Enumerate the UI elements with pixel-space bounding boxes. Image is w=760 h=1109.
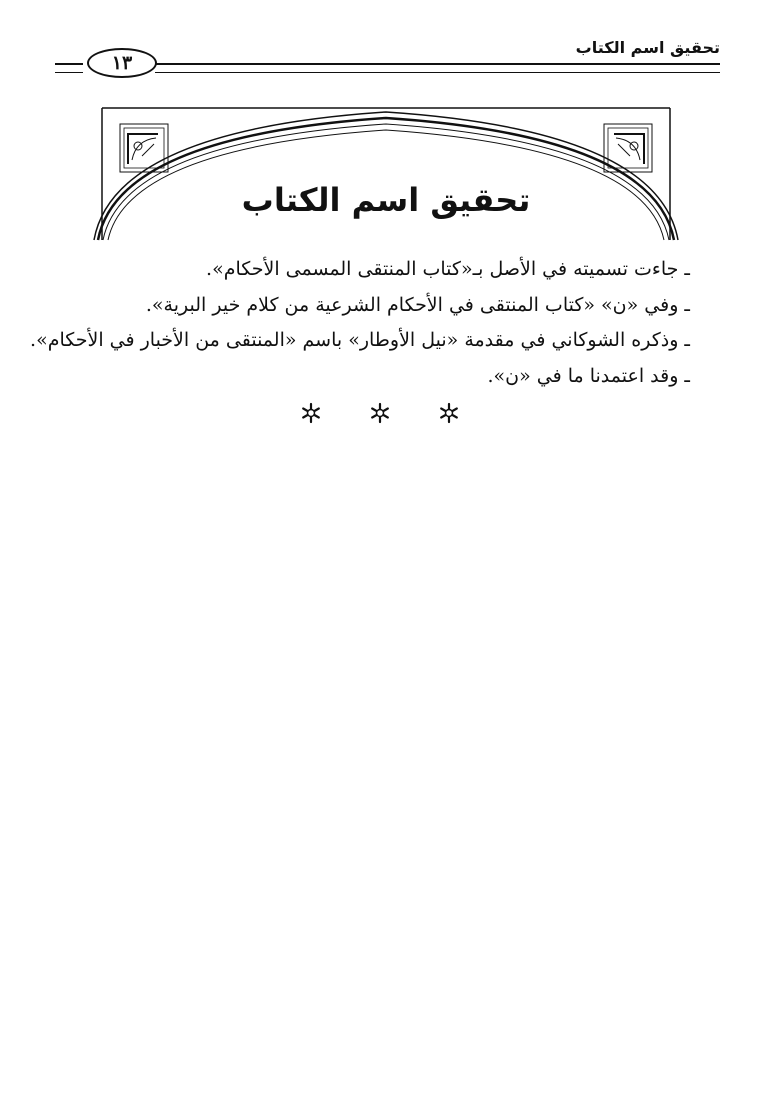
snowflake-asterisk-icon — [369, 402, 391, 424]
section-separator — [300, 402, 460, 432]
page-number: ١٣ — [87, 48, 157, 78]
text-line: ـ جاءت تسميته في الأصل بـ«كتاب المنتقى المسمى الأحكام». — [206, 258, 690, 280]
chapter-banner — [90, 100, 682, 250]
text-line: ـ وفي «ن» «كتاب المنتقى في الأحكام الشرعية من كلام خير البرية». — [145, 293, 690, 316]
snowflake-asterisk-icon — [438, 402, 460, 424]
body-text — [30, 252, 690, 394]
header-left-rule — [55, 63, 83, 73]
text-line: ـ وذكره الشوكاني في مقدمة «نيل الأوطار» باسم «المنتقى من الأخبار في الأحكام». — [30, 329, 690, 351]
page-header — [55, 38, 720, 74]
banner-frame-icon — [90, 100, 682, 250]
snowflake-asterisk-icon — [300, 402, 322, 424]
running-header-title: تحقيق اسم الكتاب — [575, 38, 720, 57]
chapter-title: تحقيق اسم الكتاب — [241, 181, 531, 219]
header-rule — [155, 63, 720, 73]
text-line: ـ وقد اعتمدنا ما في «ن». — [487, 364, 690, 387]
